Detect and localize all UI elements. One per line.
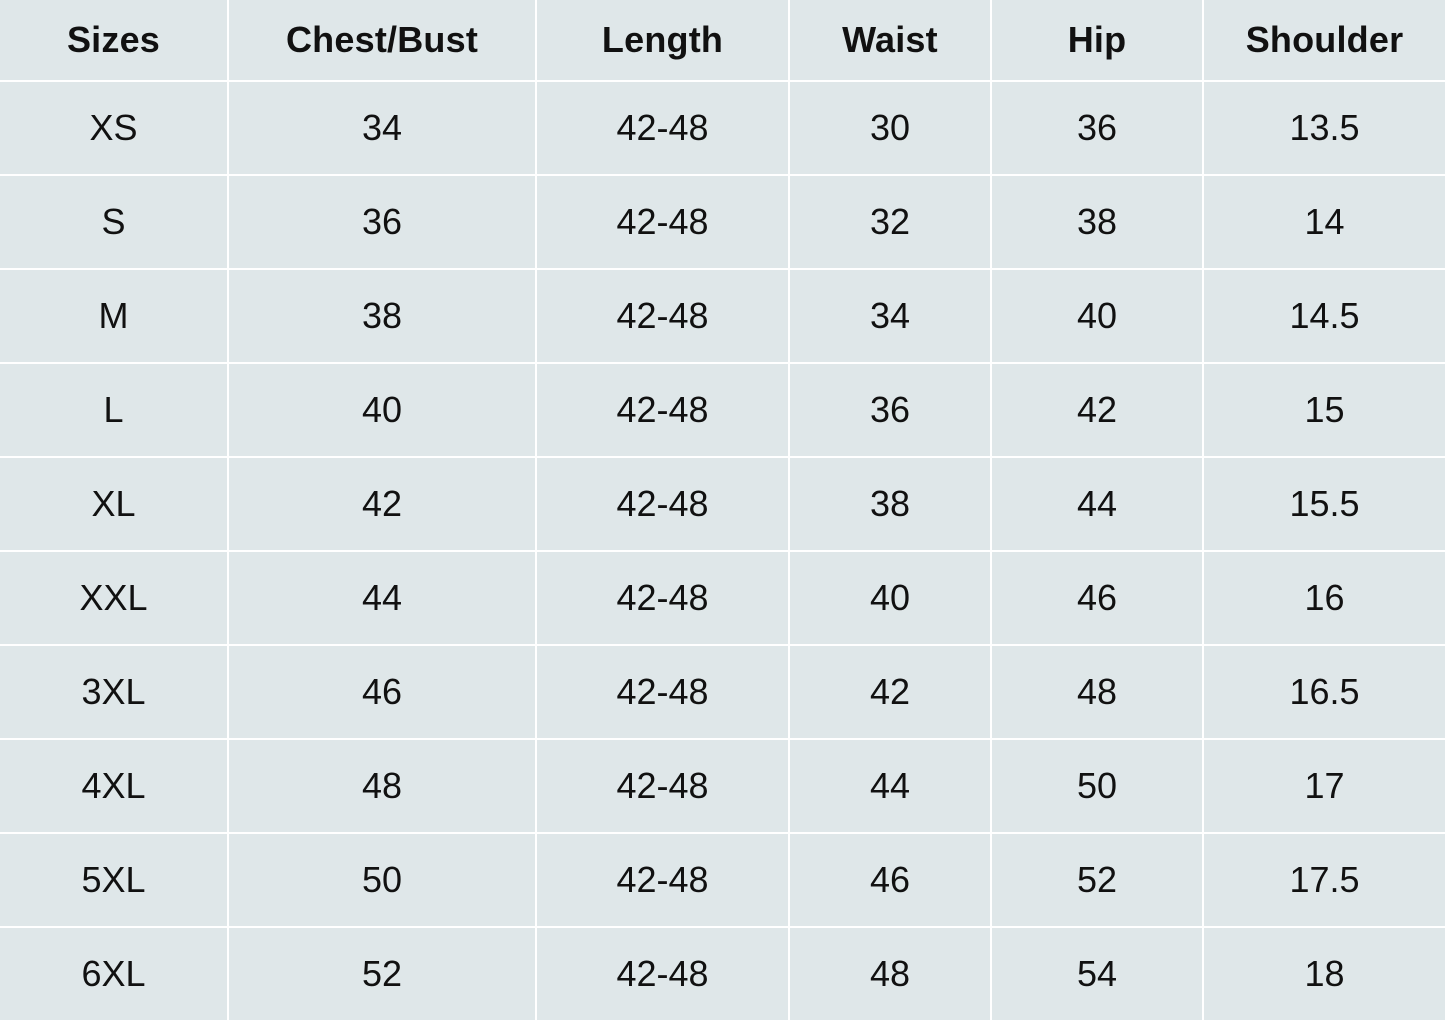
cell-hip: 52 [991, 833, 1203, 927]
cell-length: 42-48 [536, 645, 789, 739]
cell-shoulder: 14.5 [1203, 269, 1445, 363]
cell-hip: 44 [991, 457, 1203, 551]
column-header-hip: Hip [991, 0, 1203, 81]
table-row [0, 645, 1445, 739]
table-row [0, 269, 1445, 363]
cell-waist: 36 [789, 363, 991, 457]
cell-chest-bust: 40 [228, 363, 536, 457]
cell-size: L [0, 363, 228, 457]
cell-length: 42-48 [536, 833, 789, 927]
table-row [0, 175, 1445, 269]
column-header-sizes: Sizes [0, 0, 228, 81]
cell-chest-bust: 48 [228, 739, 536, 833]
cell-size: XL [0, 457, 228, 551]
cell-size: XXL [0, 551, 228, 645]
cell-length: 42-48 [536, 363, 789, 457]
cell-waist: 38 [789, 457, 991, 551]
column-header-length: Length [536, 0, 789, 81]
cell-shoulder: 18 [1203, 927, 1445, 1020]
cell-waist: 44 [789, 739, 991, 833]
cell-hip: 42 [991, 363, 1203, 457]
cell-size: M [0, 269, 228, 363]
cell-hip: 46 [991, 551, 1203, 645]
cell-chest-bust: 46 [228, 645, 536, 739]
cell-shoulder: 13.5 [1203, 81, 1445, 175]
cell-chest-bust: 44 [228, 551, 536, 645]
cell-length: 42-48 [536, 269, 789, 363]
cell-size: S [0, 175, 228, 269]
cell-size: 6XL [0, 927, 228, 1020]
table-row [0, 739, 1445, 833]
cell-shoulder: 15 [1203, 363, 1445, 457]
cell-chest-bust: 52 [228, 927, 536, 1020]
cell-shoulder: 15.5 [1203, 457, 1445, 551]
table-row [0, 927, 1445, 1020]
column-header-shoulder: Shoulder [1203, 0, 1445, 81]
cell-hip: 38 [991, 175, 1203, 269]
cell-chest-bust: 38 [228, 269, 536, 363]
table-row [0, 81, 1445, 175]
column-header-waist: Waist [789, 0, 991, 81]
cell-shoulder: 17 [1203, 739, 1445, 833]
cell-size: 4XL [0, 739, 228, 833]
column-header-chest-bust: Chest/Bust [228, 0, 536, 81]
cell-hip: 50 [991, 739, 1203, 833]
table-row [0, 457, 1445, 551]
cell-length: 42-48 [536, 175, 789, 269]
cell-size: 5XL [0, 833, 228, 927]
table-header [0, 0, 1445, 81]
cell-waist: 32 [789, 175, 991, 269]
cell-length: 42-48 [536, 927, 789, 1020]
cell-chest-bust: 42 [228, 457, 536, 551]
cell-length: 42-48 [536, 81, 789, 175]
cell-hip: 40 [991, 269, 1203, 363]
table-row [0, 551, 1445, 645]
table-body [0, 81, 1445, 1020]
cell-hip: 36 [991, 81, 1203, 175]
cell-chest-bust: 34 [228, 81, 536, 175]
cell-waist: 46 [789, 833, 991, 927]
cell-hip: 54 [991, 927, 1203, 1020]
table-row [0, 833, 1445, 927]
cell-size: 3XL [0, 645, 228, 739]
cell-chest-bust: 50 [228, 833, 536, 927]
cell-length: 42-48 [536, 457, 789, 551]
cell-shoulder: 16 [1203, 551, 1445, 645]
cell-shoulder: 17.5 [1203, 833, 1445, 927]
table-header-row [0, 0, 1445, 81]
table-row [0, 363, 1445, 457]
cell-waist: 30 [789, 81, 991, 175]
cell-hip: 48 [991, 645, 1203, 739]
cell-length: 42-48 [536, 739, 789, 833]
cell-length: 42-48 [536, 551, 789, 645]
cell-shoulder: 14 [1203, 175, 1445, 269]
cell-chest-bust: 36 [228, 175, 536, 269]
cell-waist: 48 [789, 927, 991, 1020]
cell-shoulder: 16.5 [1203, 645, 1445, 739]
cell-size: XS [0, 81, 228, 175]
cell-waist: 34 [789, 269, 991, 363]
cell-waist: 42 [789, 645, 991, 739]
cell-waist: 40 [789, 551, 991, 645]
